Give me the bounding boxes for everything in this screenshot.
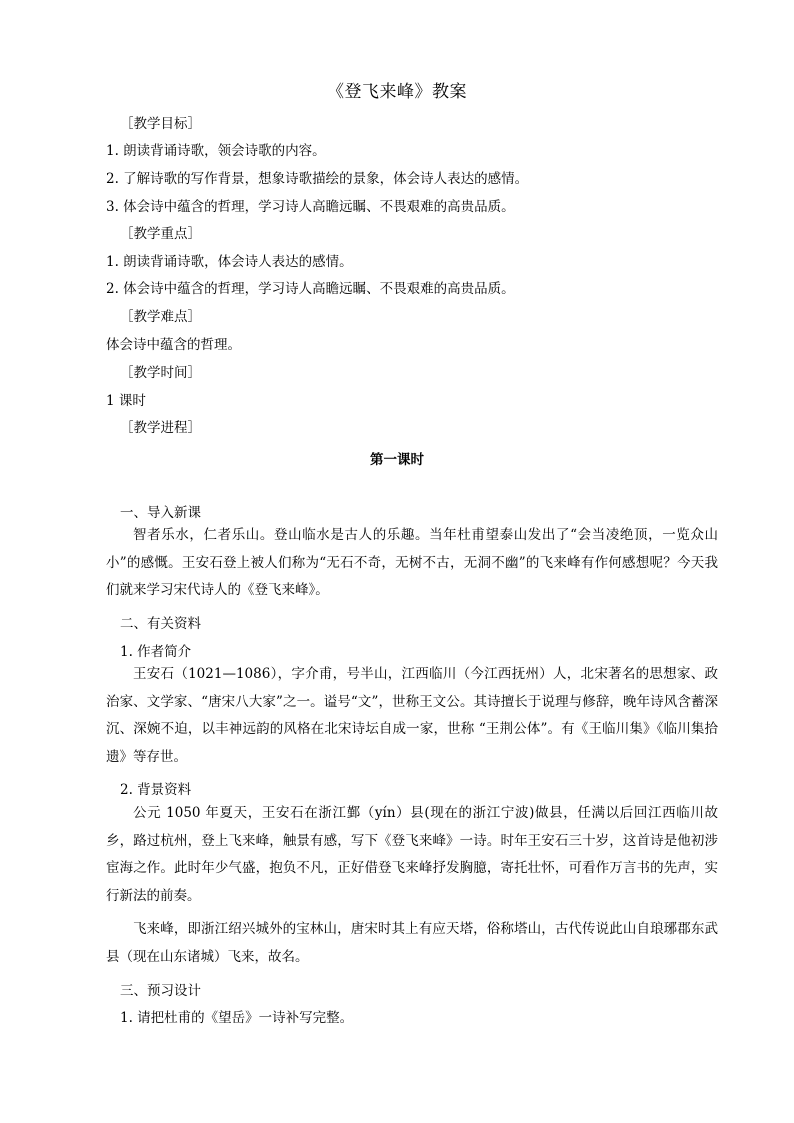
section-3-heading: 三、预习设计	[120, 983, 201, 999]
preview-item-1: 1. 请把杜甫的《望岳》一诗补写完整。	[120, 1010, 354, 1026]
section-1-paragraph: 智者乐水，仁者乐山。登山临水是古人的乐趣。当年杜甫望泰山发出了“会当凌绝顶，一览众山小”的感慨。王安石登上被人们称为“无石不奇，无树不古，无洞不幽”的飞来峰有作何感想呢？今天我们就来学习宋代诗人的《登飞来峰》。	[106, 527, 718, 598]
key-point-1: 1. 朗读背诵诗歌，体会诗人表达的感情。	[106, 254, 353, 270]
goal-item-1: 1. 朗读背诵诗歌，领会诗歌的内容。	[106, 143, 326, 159]
process-heading: ［教学进程］	[120, 420, 201, 436]
time-item: 1 课时	[106, 393, 146, 409]
lesson-title: 第一课时	[370, 452, 424, 468]
goals-heading: ［教学目标］	[120, 116, 201, 132]
goal-item-2: 2. 了解诗歌的写作背景，想象诗歌描绘的景象，体会诗人表达的感情。	[106, 171, 529, 187]
section-1-heading: 一、导入新课	[120, 505, 201, 521]
author-paragraph: 王安石（1021—1086），字介甫，号半山，江西临川（今江西抚州）人，北宋著名的思想家、政治家、文学家、“唐宋八大家”之一。谥号“文”，世称王文公。其诗擅长于说理与修辞，晚年诗风含蓄深沉、深婉不迫，以丰神远韵的风格在北宋诗坛自成一家，世称 “王荆公体”。有《王临川集》《临川集拾遗》等存世。	[106, 666, 718, 765]
difficulty-heading: ［教学难点］	[120, 309, 201, 325]
time-heading: ［教学时间］	[120, 365, 201, 381]
background-paragraph: 公元 1050 年夏天，王安石在浙江鄞（yín）县(现在的浙江宁波)做县，任满以后回江西临川故乡，路过杭州，登上飞来峰，触景有感，写下《登飞来峰》一诗。时年王安石三十岁，这首诗是他初涉宦海之作。此时年少气盛，抱负不凡，正好借登飞来峰抒发胸臆，寄托壮怀，可看作万言书的先声，实行新法的前奏。	[106, 805, 718, 904]
key-point-2: 2. 体会诗中蕴含的哲理，学习诗人高瞻远瞩、不畏艰难的高贵品质。	[106, 281, 515, 297]
goal-item-3: 3. 体会诗中蕴含的哲理，学习诗人高瞻远瞩、不畏艰难的高贵品质。	[106, 199, 515, 215]
section-2-subheading-background: 2. 背景资料	[120, 782, 192, 798]
section-2-subheading-author: 1. 作者简介	[120, 644, 192, 660]
section-2-heading: 二、有关资料	[120, 616, 201, 632]
document-title: 《登飞来峰》教案	[327, 82, 467, 102]
key-points-heading: ［教学重点］	[120, 226, 201, 242]
difficulty-item: 体会诗中蕴含的哲理。	[106, 337, 241, 353]
peak-paragraph: 飞来峰，即浙江绍兴城外的宝林山，唐宋时其上有应天塔，俗称塔山，古代传说此山自琅琊郡东武县（现在山东诸城）飞来，故名。	[106, 921, 718, 965]
